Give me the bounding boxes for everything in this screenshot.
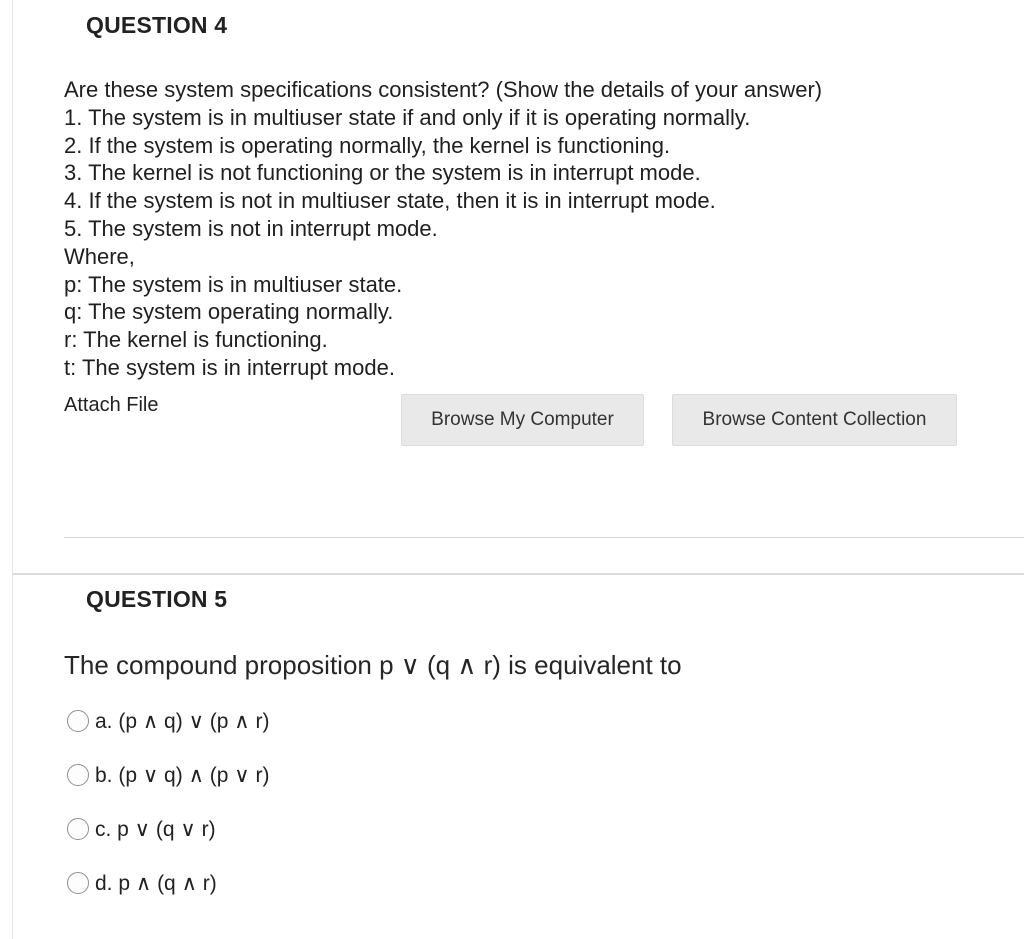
content-left-border xyxy=(12,0,13,939)
question-4-text xyxy=(64,76,994,382)
browse-content-collection-button[interactable]: Browse Content Collection xyxy=(672,394,957,446)
answer-option-a[interactable] xyxy=(67,706,269,736)
radio-button-c[interactable] xyxy=(67,818,89,840)
specification-2: 2. If the system is operating normally, the kernel is functioning. xyxy=(64,132,671,158)
radio-button-d[interactable] xyxy=(67,872,89,894)
question-4-title: QUESTION 4 xyxy=(86,12,228,38)
answer-option-b-label: b. (p ∨ q) ∧ (p ∨ r) xyxy=(95,763,270,787)
question-4-bottom-divider xyxy=(64,537,1024,538)
answer-option-a-label: a. (p ∧ q) ∨ (p ∧ r) xyxy=(95,709,270,733)
specification-1: 1. The system is in multiuser state if and only if it is operating normally. xyxy=(64,104,751,130)
definition-r: r: The kernel is functioning. xyxy=(64,327,328,353)
answer-option-d-label: d. p ∧ (q ∧ r) xyxy=(95,871,217,895)
radio-button-b[interactable] xyxy=(67,764,89,786)
specification-5: 5. The system is not in interrupt mode. xyxy=(64,215,438,241)
attach-file-label: Attach File xyxy=(64,394,159,416)
radio-button-a[interactable] xyxy=(67,710,89,732)
answer-option-b[interactable] xyxy=(67,760,269,790)
where-label: Where, xyxy=(64,243,135,269)
question-4-prompt: Are these system specifications consistent? (Show the details of your answer) xyxy=(64,77,823,102)
answer-option-d[interactable] xyxy=(67,868,217,898)
specification-4: 4. If the system is not in multiuser state, then it is in interrupt mode. xyxy=(64,188,716,214)
definition-q: q: The system operating normally. xyxy=(64,299,394,325)
definition-t: t: The system is in interrupt mode. xyxy=(64,354,395,380)
specification-3: 3. The kernel is not functioning or the system is in interrupt mode. xyxy=(64,160,701,186)
answer-option-c[interactable] xyxy=(67,814,216,844)
question-5-title: QUESTION 5 xyxy=(86,586,228,612)
definition-p: p: The system is in multiuser state. xyxy=(64,271,403,297)
question-5-prompt: The compound proposition p ∨ (q ∧ r) is equivalent to xyxy=(64,650,682,680)
answer-option-c-label: c. p ∨ (q ∨ r) xyxy=(95,817,216,841)
browse-my-computer-button[interactable]: Browse My Computer xyxy=(401,394,644,446)
question-separator xyxy=(12,573,1024,575)
